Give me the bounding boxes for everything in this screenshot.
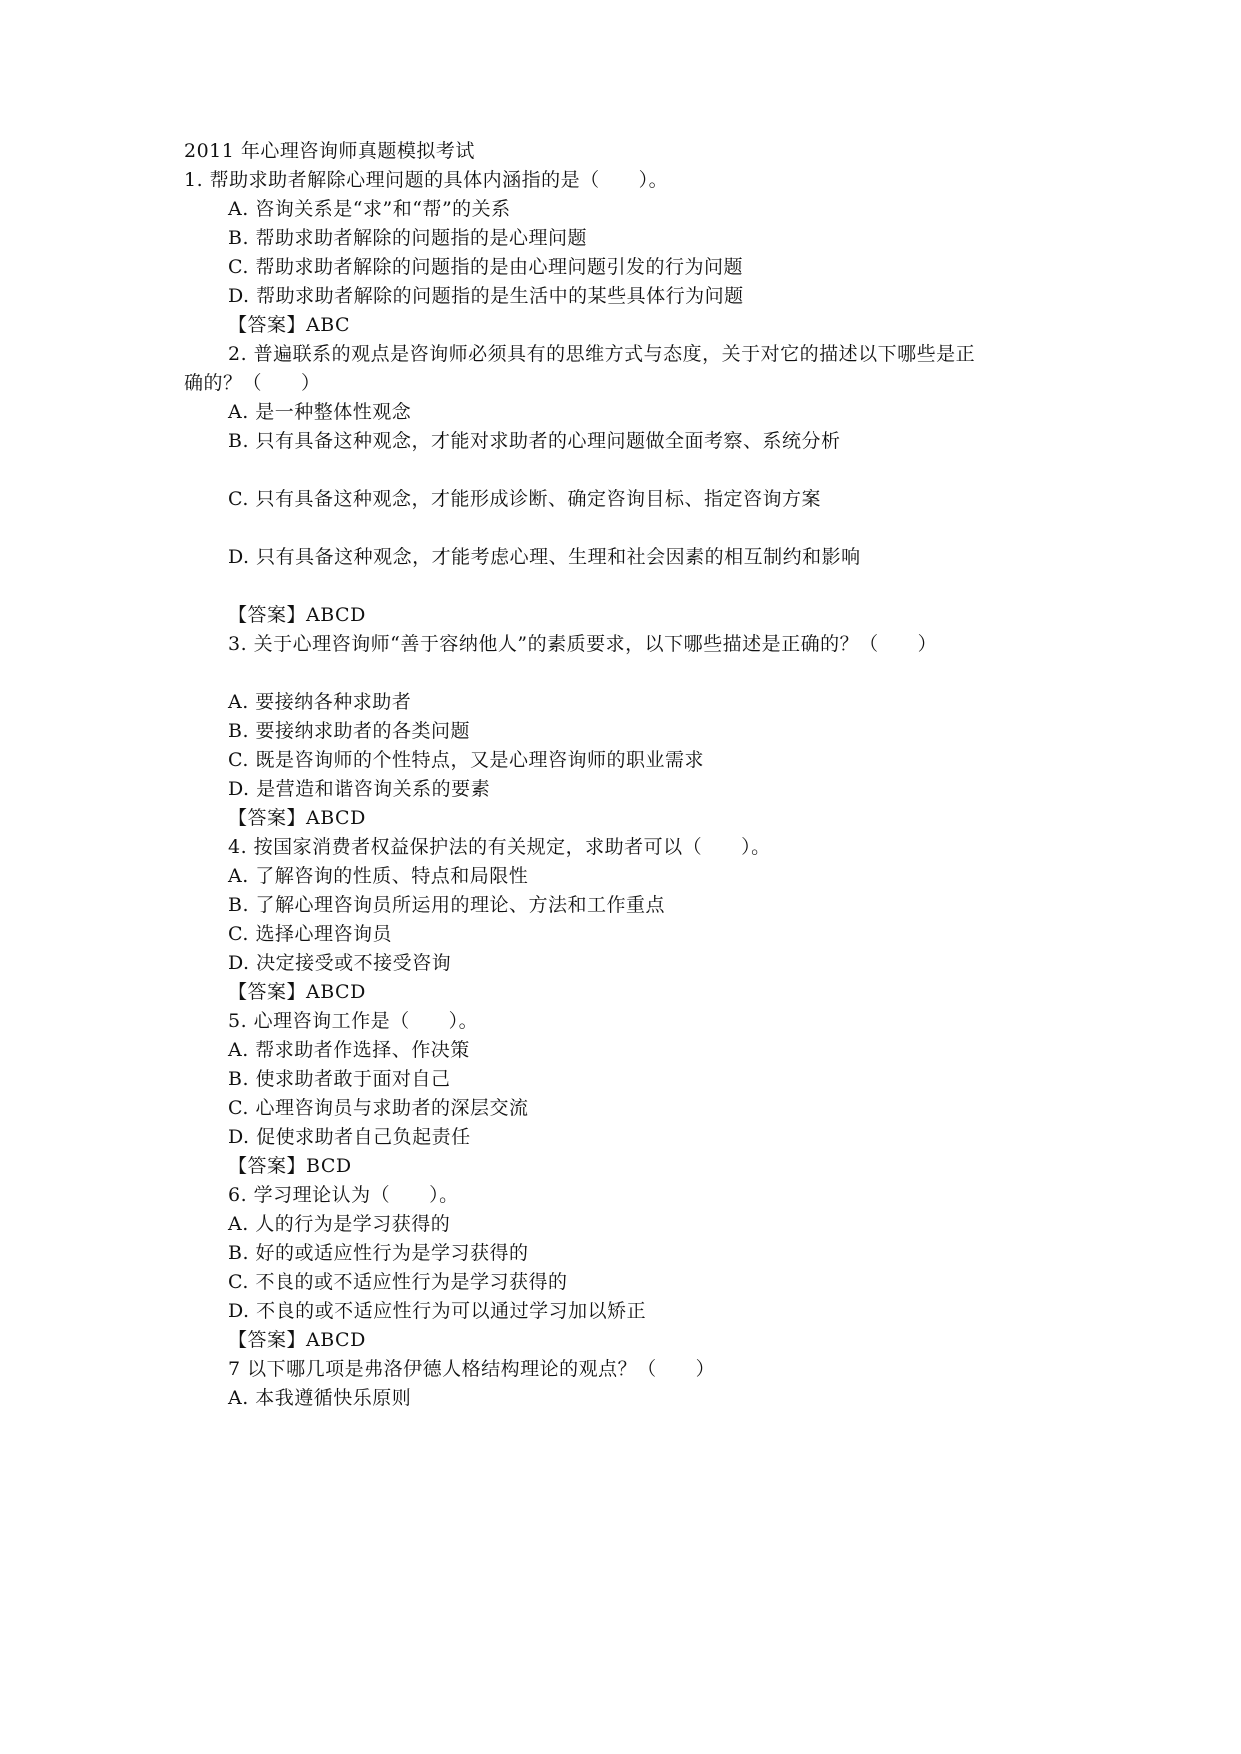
question-2-answer: 【答案】ABCD	[228, 604, 366, 626]
question-5-option-c: C. 心理咨询员与求助者的深层交流	[228, 1097, 529, 1119]
question-1-answer: 【答案】ABC	[228, 314, 351, 336]
question-5-option-a: A. 帮求助者作选择、作决策	[228, 1039, 470, 1061]
question-5-answer: 【答案】BCD	[228, 1155, 352, 1177]
question-2-stem: 2. 普遍联系的观点是咨询师必须具有的思维方式与态度，关于对它的描述以下哪些是正	[228, 343, 976, 365]
question-6-stem: 6. 学习理论认为（ ）。	[228, 1184, 459, 1206]
question-1-option-c: C. 帮助求助者解除的问题指的是由心理问题引发的行为问题	[228, 256, 743, 278]
question-6-option-c: C. 不良的或不适应性行为是学习获得的	[228, 1271, 568, 1293]
question-3-stem: 3. 关于心理咨询师“善于容纳他人”的素质要求，以下哪些描述是正确的？（ ）	[228, 633, 938, 655]
question-2-stem-continued: 确的？（ ）	[184, 372, 321, 394]
document-title: 2011 年心理咨询师真题模拟考试	[184, 140, 475, 162]
question-4-stem: 4. 按国家消费者权益保护法的有关规定，求助者可以（ ）。	[228, 836, 771, 858]
question-6-option-d: D. 不良的或不适应性行为可以通过学习加以矫正	[228, 1300, 647, 1322]
question-1-option-d: D. 帮助求助者解除的问题指的是生活中的某些具体行为问题	[228, 285, 744, 307]
question-3-option-c: C. 既是咨询师的个性特点，又是心理咨询师的职业需求	[228, 749, 704, 771]
question-6-answer: 【答案】ABCD	[228, 1329, 366, 1351]
question-4-option-a: A. 了解咨询的性质、特点和局限性	[228, 865, 529, 887]
question-1-stem: 1. 帮助求助者解除心理问题的具体内涵指的是（ ）。	[184, 169, 669, 191]
question-2-option-c: C. 只有具备这种观念，才能形成诊断、确定咨询目标、指定咨询方案	[228, 488, 821, 510]
question-7-option-a: A. 本我遵循快乐原则	[228, 1387, 412, 1409]
question-2-option-b: B. 只有具备这种观念，才能对求助者的心理问题做全面考察、系统分析	[228, 430, 841, 452]
question-4-option-d: D. 决定接受或不接受咨询	[228, 952, 452, 974]
question-4-answer: 【答案】ABCD	[228, 981, 366, 1003]
question-6-option-b: B. 好的或适应性行为是学习获得的	[228, 1242, 529, 1264]
question-6-option-a: A. 人的行为是学习获得的	[228, 1213, 451, 1235]
question-5-option-d: D. 促使求助者自己负起责任	[228, 1126, 471, 1148]
question-2-option-a: A. 是一种整体性观念	[228, 401, 412, 423]
question-3-option-b: B. 要接纳求助者的各类问题	[228, 720, 471, 742]
question-7-stem: 7 以下哪几项是弗洛伊德人格结构理论的观点？（ ）	[228, 1358, 716, 1380]
question-1-option-a: A. 咨询关系是“求”和“帮”的关系	[228, 198, 511, 220]
question-5-stem: 5. 心理咨询工作是（ ）。	[228, 1010, 479, 1032]
question-4-option-b: B. 了解心理咨询员所运用的理论、方法和工作重点	[228, 894, 666, 916]
question-5-option-b: B. 使求助者敢于面对自己	[228, 1068, 451, 1090]
question-4-option-c: C. 选择心理咨询员	[228, 923, 392, 945]
question-1-option-b: B. 帮助求助者解除的问题指的是心理问题	[228, 227, 588, 249]
question-3-option-a: A. 要接纳各种求助者	[228, 691, 412, 713]
question-3-answer: 【答案】ABCD	[228, 807, 366, 829]
question-3-option-d: D. 是营造和谐咨询关系的要素	[228, 778, 491, 800]
question-2-option-d: D. 只有具备这种观念，才能考虑心理、生理和社会因素的相互制约和影响	[228, 546, 861, 568]
